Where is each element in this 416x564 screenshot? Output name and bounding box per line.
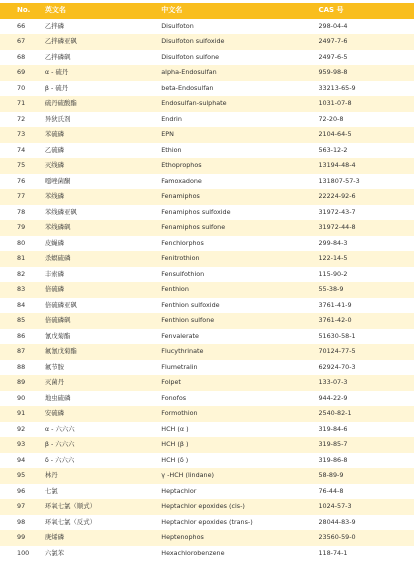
cell-cas-number: 3761-41-9 [318,300,352,309]
table-row [0,81,414,97]
cell-no: 81 [17,254,26,262]
cell-no: 78 [17,207,26,216]
cell-no: 77 [17,192,26,200]
cell-chinese-name: HCH (α ) [161,424,189,433]
cell-english-name: 丰索磷 [44,269,65,278]
cell-chinese-name: Formothion [161,409,198,417]
cell-no: 86 [17,331,26,340]
cell-english-name: 噁唑菌酮 [44,176,71,185]
cell-english-name: 苯硫磷 [44,130,65,138]
cell-cas-number: 563-12-2 [318,145,348,154]
table-row [0,143,414,159]
cell-english-name: 氟氰戊菊酯 [44,347,77,355]
cell-chinese-name: Ethoprophos [161,161,202,169]
cell-english-name: 庚烯磷 [44,533,65,541]
table-row [0,298,414,314]
compound-table [0,3,414,561]
cell-cas-number: 959-98-8 [318,68,348,76]
table-row [0,484,414,500]
cell-no: 69 [17,68,26,76]
table-row [0,158,414,174]
cell-no: 92 [17,424,26,433]
cell-cas-number: 70124-77-5 [318,347,356,355]
header-cas-number: CAS 号 [318,6,344,14]
header-chinese-name: 中文名 [161,6,183,14]
cell-no: 75 [17,161,26,169]
table-row [0,344,414,360]
table-row [0,205,414,221]
cell-cas-number: 55-38-9 [318,285,344,293]
cell-chinese-name: Fenamiphos sulfoxide [161,207,231,216]
cell-chinese-name: Fenvalerate [161,331,199,340]
cell-english-name: α - 硫丹 [44,68,69,76]
cell-cas-number: 31972-43-7 [318,207,356,216]
cell-no: 100 [17,548,30,557]
cell-no: 96 [17,486,26,495]
table-row [0,499,414,515]
cell-cas-number: 298-04-4 [318,21,348,30]
cell-chinese-name: Ethion [161,145,182,154]
cell-chinese-name: Endrin [161,114,182,123]
table-row [0,174,414,190]
cell-english-name: 灭线磷 [44,161,65,169]
cell-no: 89 [17,378,26,386]
cell-english-name: 苯线磷 [44,192,65,200]
table-row [0,375,414,391]
cell-no: 91 [17,409,26,417]
cell-no: 87 [17,347,26,355]
table-row [0,530,414,546]
cell-chinese-name: HCH (β ) [161,440,189,448]
cell-chinese-name: Heptachlor [161,486,197,495]
cell-cas-number: 51630-58-1 [318,331,356,340]
cell-chinese-name: Fenthion [161,285,189,293]
cell-chinese-name: γ -HCH (lindane) [161,471,215,479]
cell-cas-number: 131807-57-3 [318,176,360,185]
cell-no: 82 [17,269,26,278]
cell-cas-number: 1031-07-8 [318,99,352,107]
cell-cas-number: 1024-57-3 [318,502,352,510]
cell-no: 76 [17,176,26,185]
cell-chinese-name: Disulfoton sulfoxide [161,37,225,45]
cell-no: 74 [17,145,26,154]
cell-chinese-name: Fenthion sulfoxide [161,300,220,309]
table-row [0,127,414,143]
cell-chinese-name: Fenitrothion [161,254,200,262]
cell-no: 90 [17,393,26,402]
cell-english-name: 环氧七氯（反式） [44,517,96,526]
cell-english-name: 安硫磷 [44,409,65,417]
table-row [0,34,414,50]
cell-chinese-name: Folpet [161,378,181,386]
cell-no: 66 [17,21,26,30]
cell-cas-number: 28044-83-9 [318,517,356,526]
cell-cas-number: 2104-64-5 [318,130,352,138]
cell-cas-number: 22224-92-6 [318,192,356,200]
cell-no: 68 [17,52,26,61]
cell-english-name: 倍硫磷 [44,285,65,293]
cell-chinese-name: Disulfoton [161,21,194,30]
cell-cas-number: 319-86-8 [318,455,348,464]
header-english-name: 英文名 [44,6,66,14]
cell-english-name: 灭菌丹 [44,378,65,386]
cell-chinese-name: Flucythrinate [161,347,204,355]
cell-english-name: 苯线磷亚砜 [44,207,77,216]
cell-chinese-name: EPN [161,130,174,138]
cell-chinese-name: HCH (δ ) [161,455,189,464]
cell-cas-number: 13194-48-4 [318,161,356,169]
table-body [0,19,414,562]
cell-cas-number: 23560-59-0 [318,533,356,541]
header-no: No. [17,6,31,14]
cell-english-name: 六氯苯 [44,548,65,557]
cell-english-name: 乙硫磷 [44,145,65,154]
table-row [0,236,414,252]
cell-no: 72 [17,114,26,123]
cell-english-name: α - 六六六 [44,424,75,433]
cell-cas-number: 118-74-1 [318,548,348,557]
cell-no: 94 [17,455,26,464]
cell-chinese-name: Endosulfan-sulphate [161,99,227,107]
table-row [0,468,414,484]
table-row [0,251,414,267]
cell-cas-number: 133-07-3 [318,378,348,386]
cell-english-name: 乙拌磷砜 [44,52,71,61]
table-row [0,313,414,329]
cell-cas-number: 2497-6-5 [318,52,348,61]
cell-cas-number: 31972-44-8 [318,223,356,231]
cell-english-name: 氰戊菊酯 [44,331,71,340]
table-row [0,267,414,283]
cell-chinese-name: Fenthion sulfone [161,316,215,324]
cell-english-name: δ - 六六六 [44,455,75,464]
table-row [0,282,414,298]
table-row [0,360,414,376]
cell-english-name: 异狄氏剂 [44,114,71,123]
cell-english-name: 七氯 [44,486,58,495]
table-header-row [0,3,414,19]
cell-english-name: 氟节胺 [44,362,65,371]
cell-chinese-name: Fenamiphos [161,192,200,200]
cell-chinese-name: Heptenophos [161,533,204,541]
table-row [0,406,414,422]
table-row [0,437,414,453]
cell-no: 80 [17,238,26,247]
table-row [0,546,414,562]
cell-cas-number: 58-89-9 [318,471,344,479]
cell-chinese-name: Fenamiphos sulfone [161,223,226,231]
cell-cas-number: 115-90-2 [318,269,348,278]
cell-chinese-name: Fensulfothion [161,269,205,278]
table-row [0,391,414,407]
cell-cas-number: 72-20-8 [318,114,344,123]
cell-chinese-name: Heptachlor epoxides (trans-) [161,517,253,526]
cell-no: 97 [17,502,26,510]
cell-english-name: 皮蝇磷 [44,238,65,247]
cell-english-name: 地虫硫磷 [44,393,71,402]
cell-no: 85 [17,316,26,324]
table-row [0,65,414,81]
table-row [0,329,414,345]
cell-cas-number: 76-44-8 [318,486,344,495]
cell-cas-number: 319-84-6 [318,424,348,433]
table-row [0,515,414,531]
cell-no: 95 [17,471,26,479]
cell-chinese-name: Fenchlorphos [161,238,204,247]
cell-cas-number: 62924-70-3 [318,362,356,371]
cell-english-name: β - 六六六 [44,440,75,448]
cell-english-name: 杀螟硫磷 [44,254,71,262]
cell-english-name: 乙拌磷亚砜 [44,37,77,45]
cell-no: 84 [17,300,26,309]
cell-cas-number: 122-14-5 [318,254,348,262]
table-row [0,220,414,236]
cell-english-name: 环氧七氯（顺式） [44,502,96,510]
cell-chinese-name: Hexachlorobenzene [161,548,225,557]
cell-cas-number: 299-84-3 [318,238,348,247]
table-row [0,453,414,469]
cell-no: 98 [17,517,26,526]
cell-no: 70 [17,83,26,92]
cell-chinese-name: Flumetralin [161,362,198,371]
table-row [0,112,414,128]
cell-cas-number: 2540-82-1 [318,409,352,417]
cell-english-name: 硫丹硫酸酯 [44,99,77,107]
cell-english-name: 林丹 [44,471,58,479]
table-row [0,96,414,112]
cell-chinese-name: Heptachlor epoxides (cis-) [161,502,245,510]
cell-cas-number: 2497-7-6 [318,37,348,45]
cell-chinese-name: Fonofos [161,393,187,402]
cell-no: 99 [17,533,26,541]
cell-chinese-name: alpha-Endosulfan [161,68,217,76]
cell-no: 71 [17,99,26,107]
table-row [0,19,414,35]
table-row [0,50,414,66]
cell-no: 88 [17,362,26,371]
cell-english-name: 倍硫磷亚砜 [44,300,77,309]
cell-cas-number: 944-22-9 [318,393,348,402]
cell-english-name: 乙拌磷 [44,21,65,30]
cell-chinese-name: Famoxadone [161,176,202,185]
cell-chinese-name: Disulfoton sulfone [161,52,220,61]
cell-no: 83 [17,285,26,293]
cell-english-name: 苯线磷砜 [44,223,71,231]
cell-english-name: 倍硫磷砜 [44,316,71,324]
cell-cas-number: 3761-42-0 [318,316,352,324]
cell-no: 73 [17,130,26,138]
cell-cas-number: 33213-65-9 [318,83,356,92]
cell-no: 79 [17,223,26,231]
cell-no: 67 [17,37,26,45]
cell-cas-number: 319-85-7 [318,440,348,448]
table-row [0,422,414,438]
table-row [0,189,414,205]
cell-chinese-name: beta-Endosulfan [161,83,214,92]
cell-no: 93 [17,440,26,448]
cell-english-name: β - 硫丹 [44,83,69,92]
